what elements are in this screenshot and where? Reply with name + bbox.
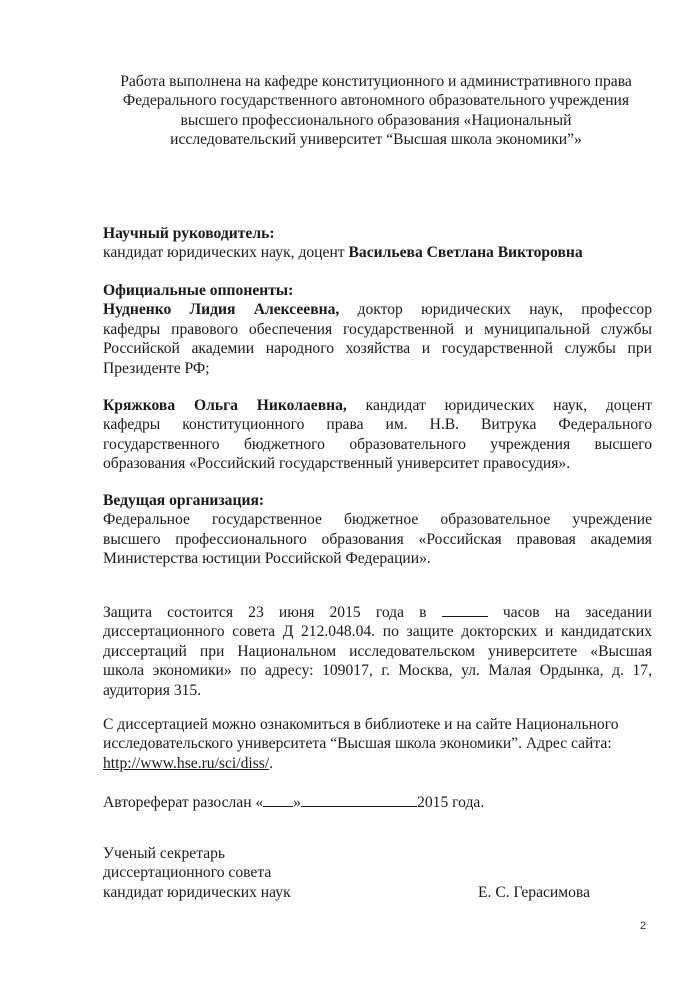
opponent-second-name: Кряжкова Ольга Николаевна, — [103, 397, 347, 414]
opponent-second-line3: государственного бюджетного образовательного учреждения высшего — [103, 435, 652, 453]
header-line: исследовательский университет “Высшая школа экономики”» — [170, 131, 582, 149]
sent-month-blank — [301, 792, 417, 807]
defense-line4: школа экономики» по адресу: 109017, г. Москва, ул. Малая Ордынка, д. 17, — [103, 662, 652, 680]
defense-line1 — [103, 602, 652, 622]
library-section — [103, 715, 652, 773]
sent-prefix: Автореферат разослан « — [103, 794, 264, 811]
supervisor-heading: Научный руководитель: — [103, 225, 275, 242]
sent-suffix: 2015 года. — [417, 794, 485, 811]
secretary-signature-row — [103, 883, 652, 902]
opponent-first-line1 — [103, 300, 652, 319]
sent-mid: » — [293, 794, 302, 811]
library-line2: исследовательского университета “Высшая школа экономики”. Адрес сайта: — [103, 735, 612, 753]
supervisor-line — [103, 243, 652, 262]
supervisor-section — [103, 224, 652, 263]
opponent-second-line2: кафедры конституционного права им. Н.В. Витрука Федерального — [103, 416, 652, 434]
header-line: высшего профессионального образования «Национальный — [180, 111, 572, 129]
supervisor-name: Васильева Светлана Викторовна — [348, 244, 583, 262]
opponent-first-line3: Российской академии народного хозяйства и государственной службы при — [103, 340, 652, 358]
defense-line3: диссертаций при Национальном исследовательском университете «Высшая — [103, 642, 652, 660]
header-line: Федерального государственного автономного образовательного учреждения — [122, 92, 630, 110]
leading-org-line1: Федеральное государственное бюджетное образовательное учреждение — [103, 511, 652, 529]
defense-time-blank — [442, 602, 488, 617]
opponent-first-line2: кафедры правового обеспечения государственной и муниципальной службы — [103, 320, 652, 338]
leading-org-section — [103, 491, 652, 569]
leading-org-line2: высшего профессионального образования «Российская правовая академия — [103, 530, 652, 548]
library-line1: С диссертацией можно ознакомиться в библиотеке и на сайте Национального — [103, 716, 619, 733]
opponent-second-title: кандидат юридических наук, доцент — [346, 397, 653, 414]
defense-line5: аудитория 315. — [103, 681, 202, 699]
defense-section — [103, 602, 652, 700]
sent-day-blank — [263, 792, 293, 807]
secretary-section — [103, 844, 652, 902]
secretary-line3: кандидат юридических наук — [103, 883, 291, 901]
institution-header — [92, 72, 660, 150]
opponents-heading: Официальные оппоненты: — [103, 282, 294, 299]
header-line: Работа выполнена на кафедре конституционного и административного права — [120, 73, 632, 90]
opponent-first-title: доктор юридических наук, профессор — [339, 301, 652, 319]
opponent-first-line4: Президенте РФ; — [103, 359, 210, 377]
sent-section — [103, 792, 652, 812]
secretary-line1: Ученый секретарь — [103, 845, 226, 862]
secretary-name: Е. С. Герасимова — [478, 883, 590, 901]
secretary-line2: диссертационного совета — [103, 864, 272, 882]
library-line3 — [103, 754, 652, 773]
opponent-first-name: Нудненко Лидия Алексеевна, — [103, 301, 340, 319]
page-number: 2 — [640, 920, 647, 932]
library-period: . — [269, 754, 274, 772]
opponents-section — [103, 281, 652, 378]
opponent-second — [103, 396, 652, 474]
defense-line2: диссертационного совета Д 212.048.04. по защите докторских и кандидатских — [103, 623, 652, 641]
leading-org-heading: Ведущая организация: — [103, 492, 265, 509]
opponent-second-line1 — [103, 396, 652, 415]
leading-org-line3: Министерства юстиции Российской Федерации». — [103, 550, 431, 568]
dissertation-site-link[interactable]: http://www.hse.ru/sci/diss/ — [103, 754, 270, 772]
defense-session: часов на заседании — [502, 604, 652, 621]
supervisor-degree: кандидат юридических наук, доцент — [103, 244, 349, 262]
defense-date: Защита состоится 23 июня 2015 года в — [103, 604, 427, 621]
opponent-second-line4: образования «Российский государственный университет правосудия». — [103, 455, 571, 473]
sent-line — [103, 792, 652, 812]
